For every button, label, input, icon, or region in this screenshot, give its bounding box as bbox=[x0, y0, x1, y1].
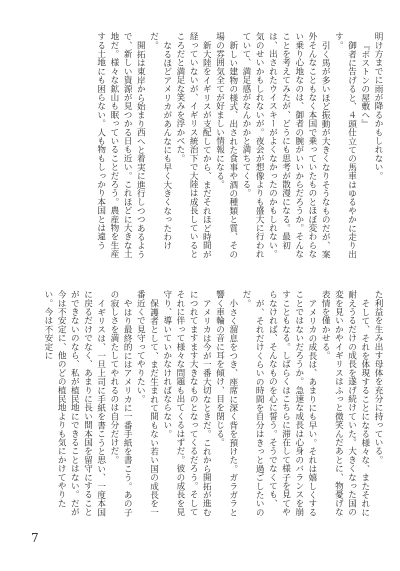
paragraph: そして、それを体現することになる様々な、またそれに耐えうるだけの成長を遂げ続けていた。大きくなった国の変を見いかやイギリスはふっと微笑んだあとに、物憂げな表情を僅かせる。 bbox=[320, 290, 370, 517]
paragraph: イギリスは、一旦上司に手紙を書こうと思い、一度本国に戻るだけでなく、あまりに長い間本国を留守にすることができないのなら、私が植民地にできることはない。だが今は不安定に、他のどの植民地よりも気にかけてやりたい。今は不安定に bbox=[42, 290, 106, 517]
paragraph: 引く馬が多いほど振動が大きくなりそうなものだが、案外そんなこともなく本国で乗っていたものとほぼ変わらない乗り心地なのは、御者の腕がいいからだろうか。そんなことを考えてみたが、どうにも思考が散漫になる。最初は、出されたウイスキーがよくなかったのかもしれない。気のせいかもしれないが。夜会が想像よりも盛大に行われていて、満足感がなんかかと満ちてくる。 bbox=[240, 32, 331, 259]
lower-text-block bbox=[12, 290, 384, 522]
paragraph: 新しい建物の様式、出された食事や酒の種類と質、その場の雰囲気全てが好ましい情報になる。 bbox=[214, 32, 238, 259]
paragraph: 新大陸をイギリスが支配してから、まだそれほど時間が経っていないが、イギリス統治下で大陸は成長しているところだと満足な笑みを浮かべた。 bbox=[174, 32, 212, 259]
paragraph: が、それだけくらいの時間を自分はきっと過ごしたいのだ。 bbox=[240, 290, 265, 517]
paragraph: 小さく溜息をつき、座席に深く背を預けた。ガラガラと響く車輪の音に耳を傾け、目を閉じる。 bbox=[214, 290, 238, 517]
paragraph: 明け方までに雨が降るかもしれない。 bbox=[373, 32, 383, 180]
paragraph: アメリカは今が一番大切なときだ。これから開拓が進むにつれてますます大きなものとなってくるだろう。そしてそれに伴って様々な問題も出てくるはずだ。彼の成長を見守り、導いていかなければならない。 bbox=[161, 290, 212, 517]
upper-text-block bbox=[12, 32, 384, 264]
paragraph: やはり最終的にはアメリカに一番手紙を書こう。あの子の寂しさを満たしてやれるのは自分だけだ。 bbox=[108, 290, 133, 517]
paragraph: 御者に告げると、４頭仕立ての馬車はゆるやかに走り出す。 bbox=[333, 32, 357, 259]
paragraph: アメリカの成長は、あまりにも早い。それは嬉しくすることではないだろうか。急速な成長は心身のバランスを崩すこともなる。しばらくはこちらに滞在して様子を見てやらなければ、そんなものを心に誓う。そうでなくても、 bbox=[267, 290, 317, 517]
paragraph: 開拓は東岸から始まり西へと着実に進行しつつあるようで、新しい資源が見つかる日も近い。これほどに大きな土地だ。様々な鉱山も眠っていることだろう。農産物を生産する土地にも困らない。人も物もしっかり本国とは違う bbox=[95, 32, 146, 259]
paragraph: なるほどアメリカがあんなにも早く大きくなったわけだ。 bbox=[148, 32, 172, 250]
paragraph: た利益を生み出す母体を充分に持っている。 bbox=[373, 290, 383, 464]
paragraph: 『ボストンの屋敷へ』 bbox=[359, 40, 370, 128]
page-number: 7 bbox=[31, 531, 39, 545]
paragraph: 保護者として、まだ生まれて間もない若い国の成長を一番近くで見守ってやりたい。 bbox=[135, 290, 159, 517]
